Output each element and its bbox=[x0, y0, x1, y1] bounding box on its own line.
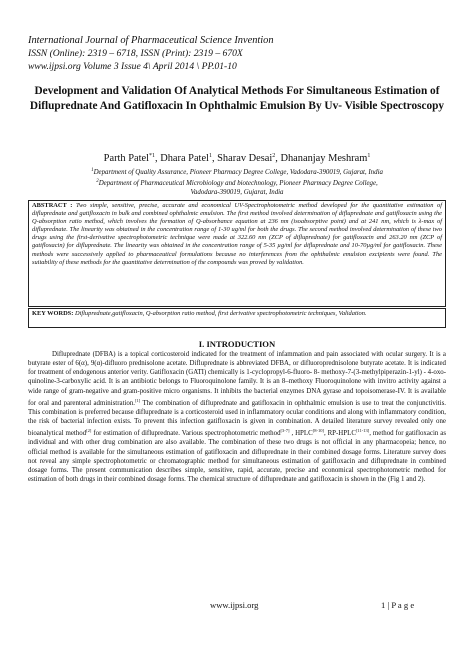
journal-header bbox=[28, 34, 448, 73]
keywords-label: KEY WORDS: bbox=[32, 310, 74, 317]
author-separator: , bbox=[154, 153, 161, 164]
abstract-label: ABSTRACT : bbox=[32, 202, 73, 209]
footer-url: www.ijpsi.org bbox=[210, 600, 259, 610]
author-list bbox=[28, 150, 446, 165]
section-heading-introduction: I. INTRODUCTION bbox=[198, 339, 276, 349]
author-mark: 1 bbox=[208, 153, 212, 159]
intro-text: Difluprednate (DFBA) is a topical corticosteroid indicated for the treatment of infammation and pain associated with ocular surgery. It is a butyrate ester of 6(α), 9(α)-difluoro prednisolone acetate. Difluprednate is abbreviated DFBA, or difluoroprednisolone butyrate acetate. It is indicated for treatment of endogenous anterior verity. Gatifloxacin (GATI) chemically is 1-cyclopropyl-6-fluoro- 8- methoxy-7-(3-methylpiperazin-1-yl) - 4-oxo-quinoline-3-carboxylic acid. It is an antibiotic belongs to Fluoroquinolone family. It is an 8–methoxy Fluoroquinolone with invitro activity against a wide range of gram-negative and gram-positive micro organisms. It inhibits the bacterial enzymes DNA gyrase and topoisomerase-IV. It is available for oral and parenteral administration. bbox=[28, 351, 446, 407]
affiliation-text: Department of Quality Assurance, Pioneer Pharmacy Degree College, Vadodara-390019, Gujarat, India bbox=[93, 169, 383, 176]
affiliation-mark: 1 bbox=[91, 168, 94, 173]
affiliation-1 bbox=[28, 166, 446, 177]
citation: [3-7] bbox=[280, 428, 290, 434]
author-mark: 1 bbox=[367, 153, 371, 159]
affiliation-2-cont: Vadodara-390019, Gujarat, India bbox=[190, 189, 284, 197]
intro-text: The combination of difluprednate and gatifloxacin in ophthalmic emulsion is use to treat the conjunctivitis. This combination is preferred because difluprednate is a corticosteroid used in inflammatory ocular conditions and along with inflammatory condition, the risk of bacterial infection exists. To prevent this infection gatifloxacin is given in combination. A detailed literature survey revealed only one bioanalytical method bbox=[28, 399, 446, 438]
author-separator: , bbox=[211, 153, 218, 164]
citation: [2] bbox=[86, 428, 92, 434]
keywords-text: Difluprednate,gatifloxacin, Q-absorption ratio method, first derivative spectrophotometric techniques, Validation. bbox=[74, 310, 367, 317]
citation: [1] bbox=[135, 397, 141, 403]
citation: [11-13] bbox=[355, 428, 370, 434]
journal-name: International Journal of Pharmaceutical Science Invention bbox=[28, 35, 274, 46]
author-name: Dhara Patel bbox=[160, 153, 209, 164]
affiliation-mark: 2 bbox=[96, 179, 99, 185]
affiliation-text: Department of Pharmaceutical Microbiology and biotechnology, Pioneer Pharmacy Degree College, bbox=[98, 180, 378, 188]
abstract-text: Two simple, sensitive, precise, accurate and economical UV-Spectrophotometric method developed for the quantitative estimation of difluprednate and gatifloxacin in bulk and combined ophthalmic emulsion. The first method involved determination of difluprednate and gatifloxacin using the Q-absorption ratio method, which involves the formation of Q-absorbance equation at 236 nm (isoabsorptive point) and at 241 nm, which is λ-max of difluprednate. The linearity was obtained in the concentration range of 1-30 ug/ml for both the drugs. The second method involved determination of these two drugs using the first-derivative spectrophotometric technique were made at 322.60 nm (ZCP of difluprednate) for gatifloxacin and 263.20 nm (ZCP of gatifloxacin) for difluprednate. The linearity was obtained in the concentration range of 5-35 µg/ml for difluprednate and 10-70µg/ml for gatifloxacin. These methods were successively applied to pharmaceutical formulations because no interferences from the ophthalmic emulsion excipients were found. The suitability of these methods for the quantitative determination of the compounds was proved by validation. bbox=[32, 202, 442, 266]
author-separator: , bbox=[275, 153, 281, 164]
author-mark: *1 bbox=[148, 153, 155, 159]
author-name: Dhananjay Meshram bbox=[280, 153, 368, 164]
intro-text: for estimation of difluprednate. Various spectrophotometric method bbox=[91, 430, 281, 438]
intro-text: , HPLC bbox=[289, 430, 313, 438]
footer-page-number: 1 | P a g e bbox=[381, 600, 415, 610]
keywords-box bbox=[28, 308, 446, 328]
intro-text: , RP-HPLC bbox=[323, 430, 356, 438]
citation: [8-10] bbox=[312, 428, 324, 434]
journal-issn: ISSN (Online): 2319 – 6718, ISSN (Print): 2319 – 670X bbox=[28, 48, 243, 59]
author-name: Sharav Desai bbox=[217, 153, 273, 164]
affiliation-2 bbox=[28, 177, 446, 188]
introduction-paragraph bbox=[28, 350, 446, 582]
abstract-box bbox=[28, 200, 446, 307]
affiliations bbox=[28, 166, 446, 198]
paper-title: Development and Validation Of Analytical Methods For Simultaneous Estimation of Difluprednate And Gatifloxacin In Ophthalmic Emulsion By Uv- Visible Spectroscopy bbox=[29, 85, 445, 112]
author-name: Parth Patel bbox=[103, 153, 149, 164]
author-mark: 2 bbox=[272, 153, 276, 159]
intro-text: , method for gatifloxacin as individual and with other drug combination are also available. The combination of these two drugs is not official in any pharmacopeia; hence, no official method is available for the simultaneous estimation of gatifloxacin and difluprednate in their combined dosage forms. Literature survey does not reveal any simple spectrophotometric or chromatographic method for simultaneous estimation of gatifloxacin and difluprednate in combined dosage forms. The present communication describes simple, sensitive, rapid, accurate, precise and economical spectrophotometric method for estimation of both drugs in their combined dosage forms. The chemical structure of difluprednate and gatifloxacin is shown in the (Fig 1 and 2). bbox=[28, 430, 446, 484]
journal-volume: www.ijpsi.org Volume 3 Issue 4\ April 2014 \ PP.01-10 bbox=[28, 61, 237, 72]
